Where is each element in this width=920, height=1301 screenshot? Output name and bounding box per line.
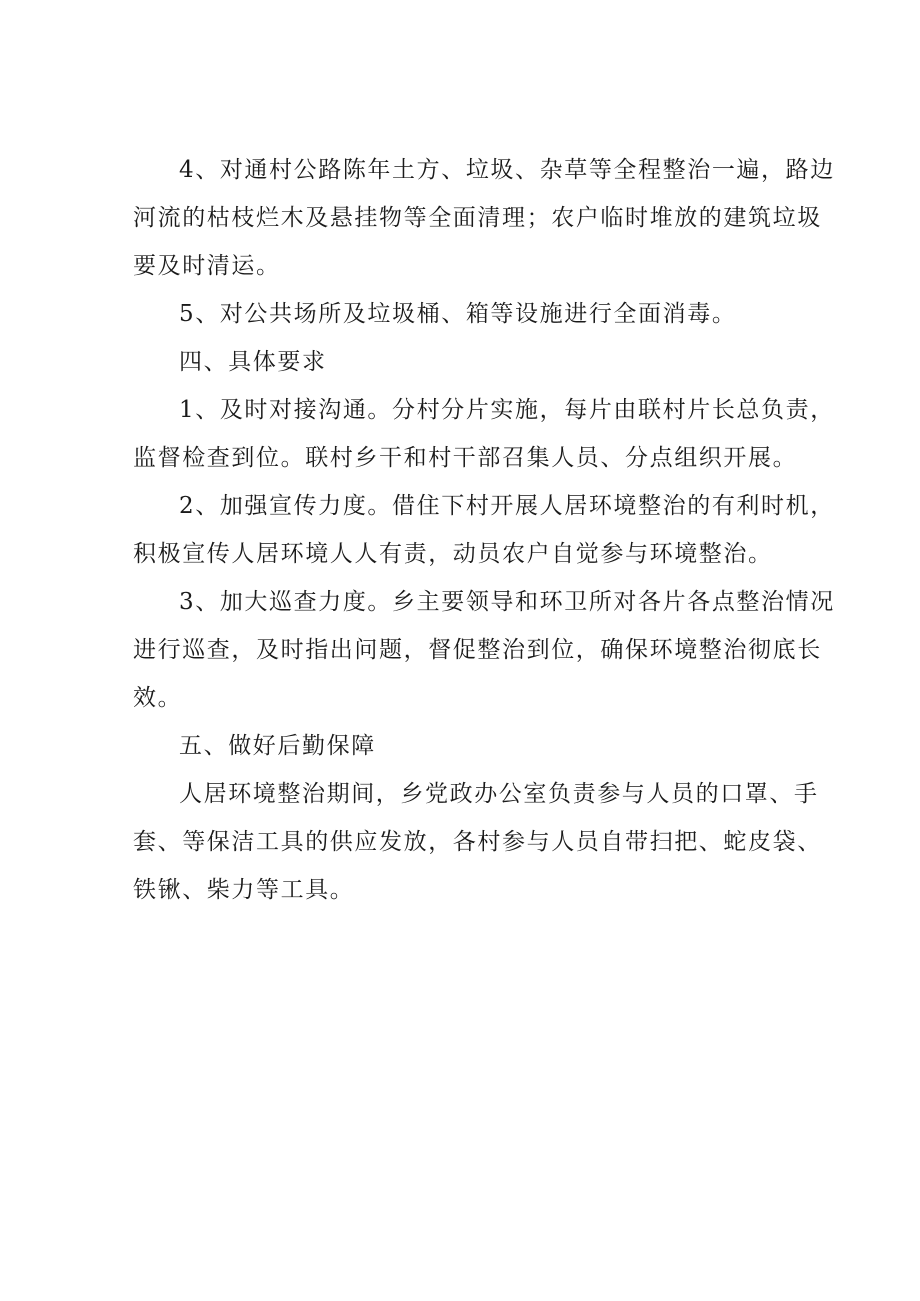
paragraph-requirement-1 <box>133 386 835 482</box>
text-line: 套、等保洁工具的供应发放，各村参与人员自带扫把、蛇皮袋、 <box>133 829 822 855</box>
text-line: 进行巡查，及时指出问题，督促整治到位，确保环境整治彻底长 <box>133 637 822 663</box>
text-line: 监督检查到位。联村乡干和村干部召集人员、分点组织开展。 <box>133 445 798 471</box>
text-line: 3、加大巡查力度。乡主要领导和环卫所对各片各点整治情况 <box>179 589 835 615</box>
text-line: 积极宣传人居环境人人有责，动员农户自觉参与环境整治。 <box>133 541 773 567</box>
paragraph-logistics <box>133 770 822 914</box>
paragraph-item-5 <box>133 290 805 338</box>
document-body <box>133 146 835 914</box>
paragraph-item-4 <box>133 146 835 290</box>
text-line: 要及时清运。 <box>133 253 281 279</box>
text-line: 5、对公共场所及垃圾桶、箱等设施进行全面消毒。 <box>179 301 737 327</box>
paragraph-requirement-2 <box>133 482 835 578</box>
text-line: 铁锹、柴力等工具。 <box>133 877 355 903</box>
paragraph-requirement-3 <box>133 578 835 722</box>
section-heading-requirements <box>133 338 805 386</box>
text-line: 人居环境整治期间，乡党政办公室负责参与人员的口罩、手 <box>179 781 819 807</box>
text-line: 效。 <box>133 685 183 711</box>
text-line: 1、及时对接沟通。分村分片实施，每片由联村片长总负责， <box>179 397 835 423</box>
text-line: 河流的枯枝烂木及悬挂物等全面清理；农户临时堆放的建筑垃圾 <box>133 205 822 231</box>
section-heading-logistics <box>133 722 805 770</box>
text-line: 2、加强宣传力度。借住下村开展人居环境整治的有利时机， <box>179 493 835 519</box>
text-line: 4、对通村公路陈年土方、垃圾、杂草等全程整治一遍，路边 <box>179 157 835 183</box>
heading-text: 五、做好后勤保障 <box>179 733 376 759</box>
heading-text: 四、具体要求 <box>179 349 327 375</box>
